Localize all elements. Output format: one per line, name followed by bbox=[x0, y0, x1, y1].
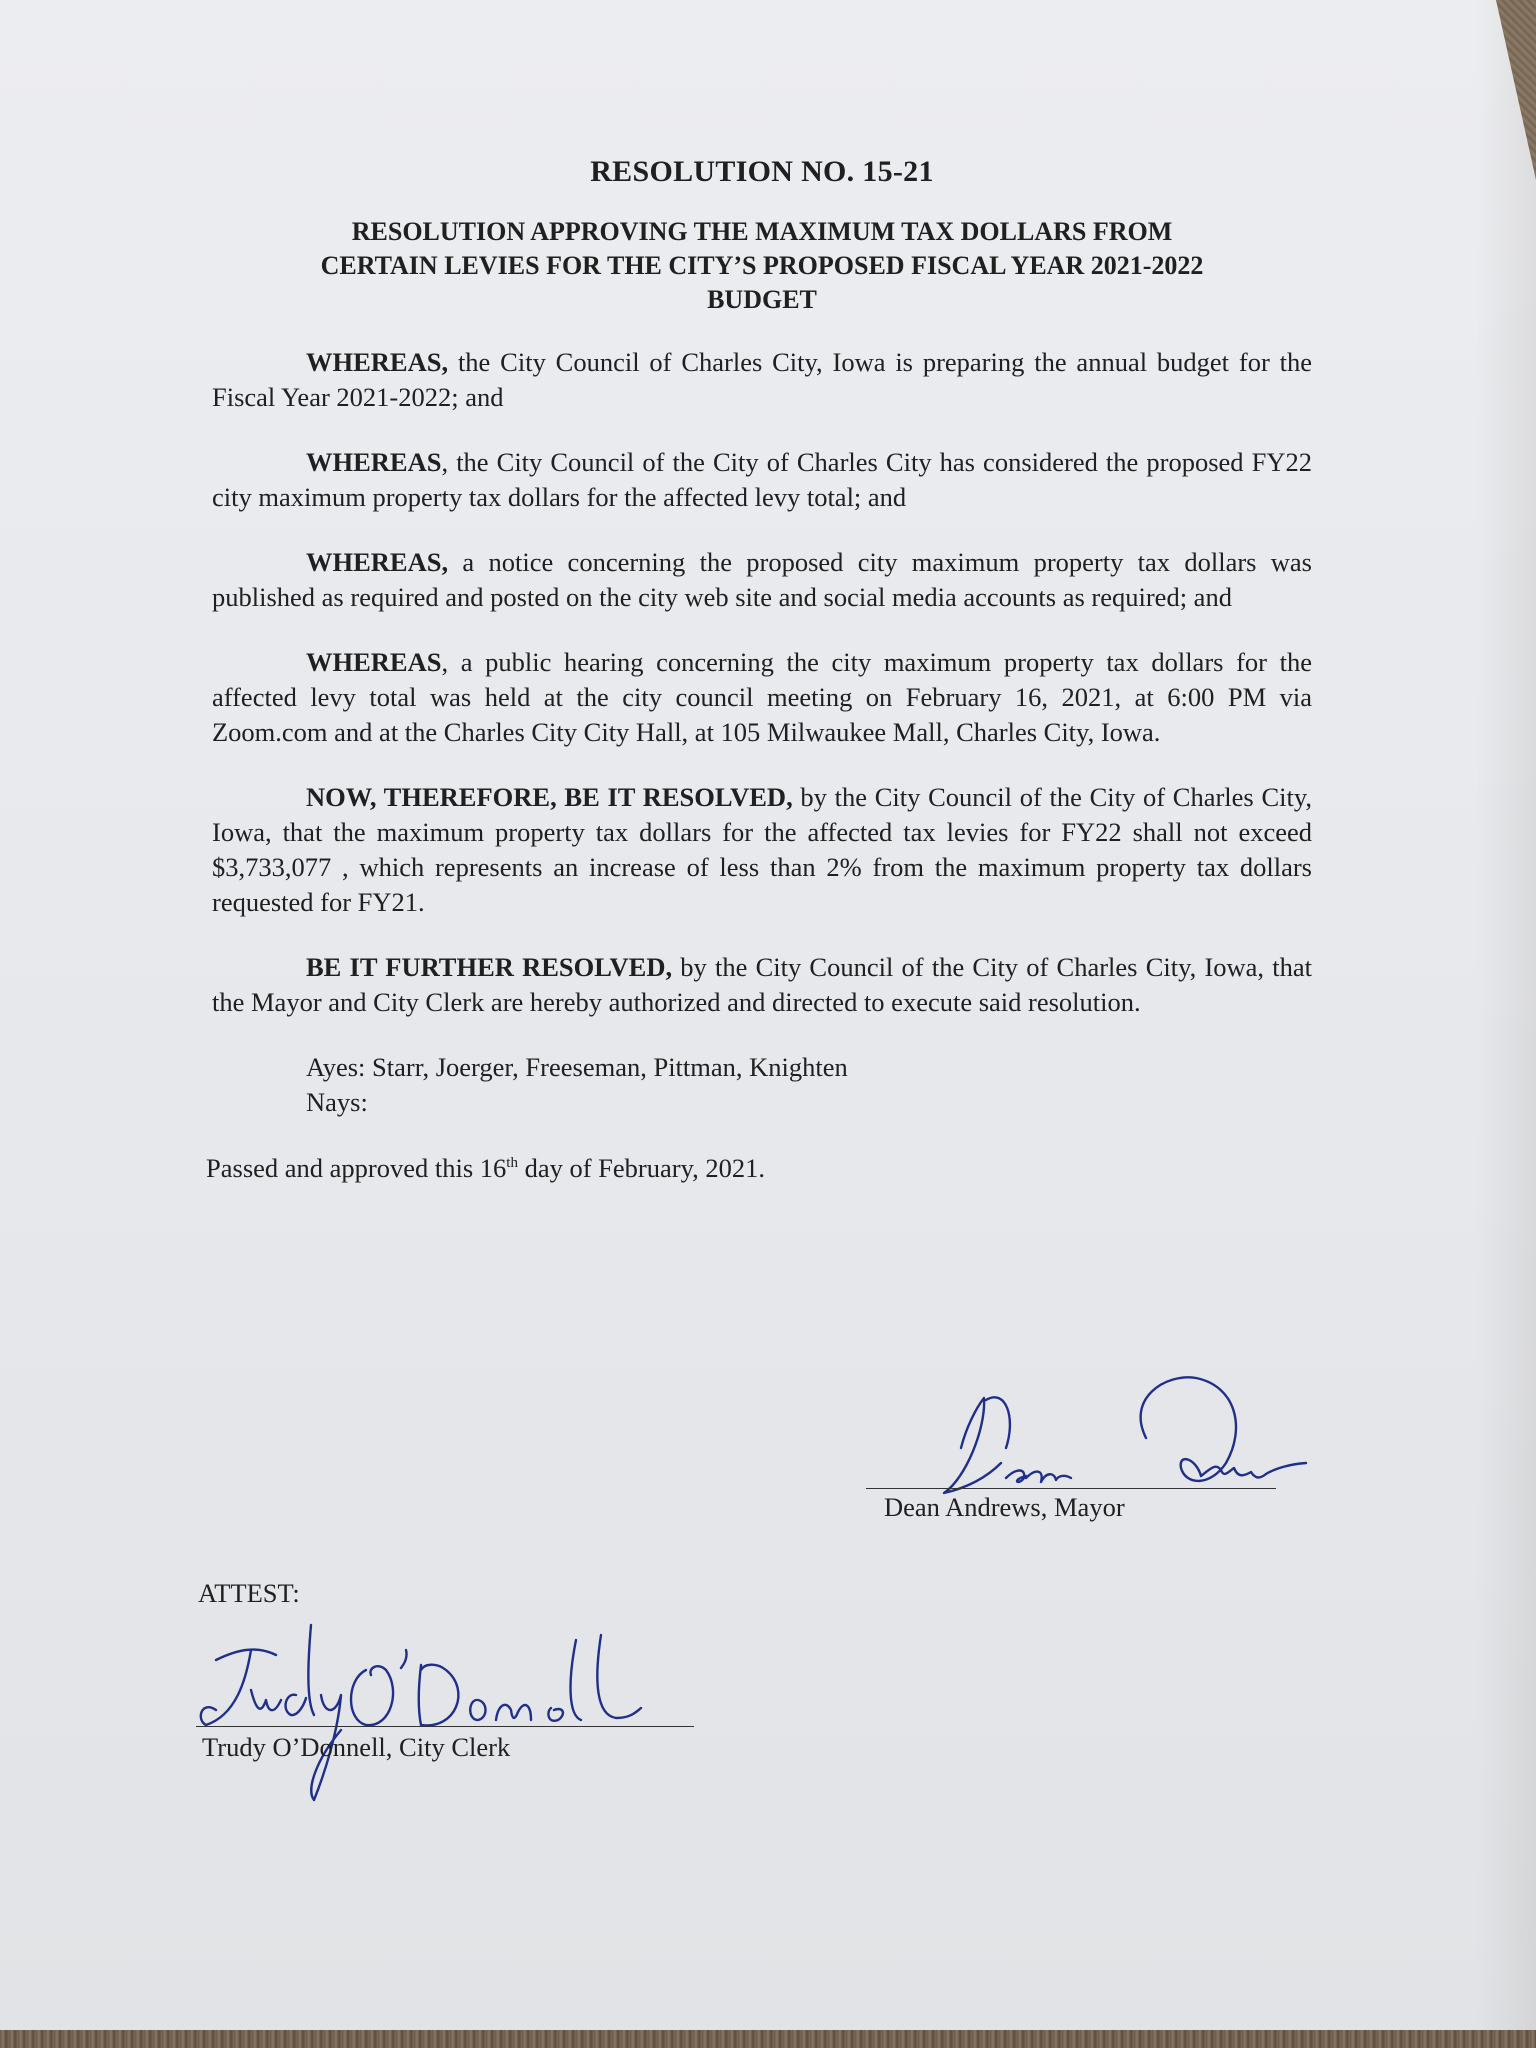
passed-date-line bbox=[206, 1146, 1312, 1186]
paragraph-lead: WHEREAS bbox=[306, 447, 442, 477]
nays-line: Nays: bbox=[306, 1087, 368, 1117]
paragraph-text: by the City Council of the City of Charles City, Iowa, that the maximum property tax dollars for the affected tax levies for FY22 shall not exceed $3,733,077 , which represents an increase of less than 2% from the maximum property tax dollars requested for FY21. bbox=[212, 782, 1312, 917]
paragraph-text: the City Council of Charles City, Iowa is preparing the annual budget for the Fiscal Year 2021-2022; and bbox=[212, 347, 1312, 412]
whereas-paragraph bbox=[212, 445, 1312, 515]
mayor-signature bbox=[866, 1368, 1326, 1498]
clerk-signature-line bbox=[196, 1726, 694, 1727]
clerk-signature-block bbox=[196, 1620, 716, 1810]
paper-shadow bbox=[1476, 0, 1536, 2030]
carpet-background-bottom bbox=[0, 2030, 1536, 2048]
paragraph-text: , a public hearing concerning the city maximum property tax dollars for the affected levy total was held at the city council meeting on February 16, 2021, at 6:00 PM via Zoom.com and at the Charles City City Hall, at 105 Milwaukee Mall, Charles City, Iowa. bbox=[212, 647, 1312, 747]
paragraph-lead: NOW, THEREFORE, BE IT RESOLVED, bbox=[306, 782, 793, 812]
subtitle-line: BUDGET bbox=[707, 285, 817, 314]
resolution-body bbox=[206, 155, 1312, 1186]
mayor-signature-block bbox=[866, 1368, 1326, 1528]
whereas-paragraph bbox=[212, 645, 1312, 750]
whereas-paragraph bbox=[212, 345, 1312, 415]
subtitle-line: CERTAIN LEVIES FOR THE CITY’S PROPOSED FISCAL YEAR 2021-2022 bbox=[320, 251, 1204, 280]
further-resolved-paragraph bbox=[212, 950, 1312, 1020]
whereas-paragraph bbox=[212, 545, 1312, 615]
passed-text: Passed and approved this 16 bbox=[206, 1152, 507, 1183]
clerk-name: Trudy O’Donnell, City Clerk bbox=[202, 1732, 511, 1762]
resolution-subtitle bbox=[212, 215, 1312, 317]
paragraph-lead: WHEREAS bbox=[306, 647, 442, 677]
passed-text-end: day of February, 2021. bbox=[517, 1152, 765, 1183]
paragraph-lead: WHEREAS, bbox=[306, 547, 449, 577]
mayor-signature-line bbox=[866, 1488, 1276, 1489]
mayor-name: Dean Andrews, Mayor bbox=[884, 1492, 1125, 1522]
resolution-title: RESOLUTION NO. 15-21 bbox=[590, 155, 934, 188]
paragraph-text: a notice concerning the proposed city maximum property tax dollars was published as required and posted on the city web site and social media accounts as required; and bbox=[212, 547, 1312, 612]
subtitle-line: RESOLUTION APPROVING THE MAXIMUM TAX DOLLARS FROM bbox=[351, 217, 1173, 246]
paragraph-lead: WHEREAS, bbox=[306, 347, 449, 377]
paragraph-text: by the City Council of the City of Charles City, Iowa, that the Mayor and City Clerk are hereby authorized and directed to execute said resolution. bbox=[212, 952, 1312, 1017]
vote-record bbox=[306, 1050, 1312, 1120]
clerk-signature bbox=[196, 1620, 716, 1810]
ayes-line: Ayes: Starr, Joerger, Freeseman, Pittman, Knighten bbox=[306, 1052, 848, 1082]
paragraph-lead: BE IT FURTHER RESOLVED, bbox=[306, 952, 673, 982]
ordinal-suffix: th bbox=[506, 1155, 518, 1171]
attest-label: ATTEST: bbox=[198, 1578, 300, 1608]
resolved-paragraph bbox=[212, 780, 1312, 920]
paragraph-text: , the City Council of the City of Charles City has considered the proposed FY22 city maximum property tax dollars for the affected levy total; and bbox=[212, 447, 1312, 512]
